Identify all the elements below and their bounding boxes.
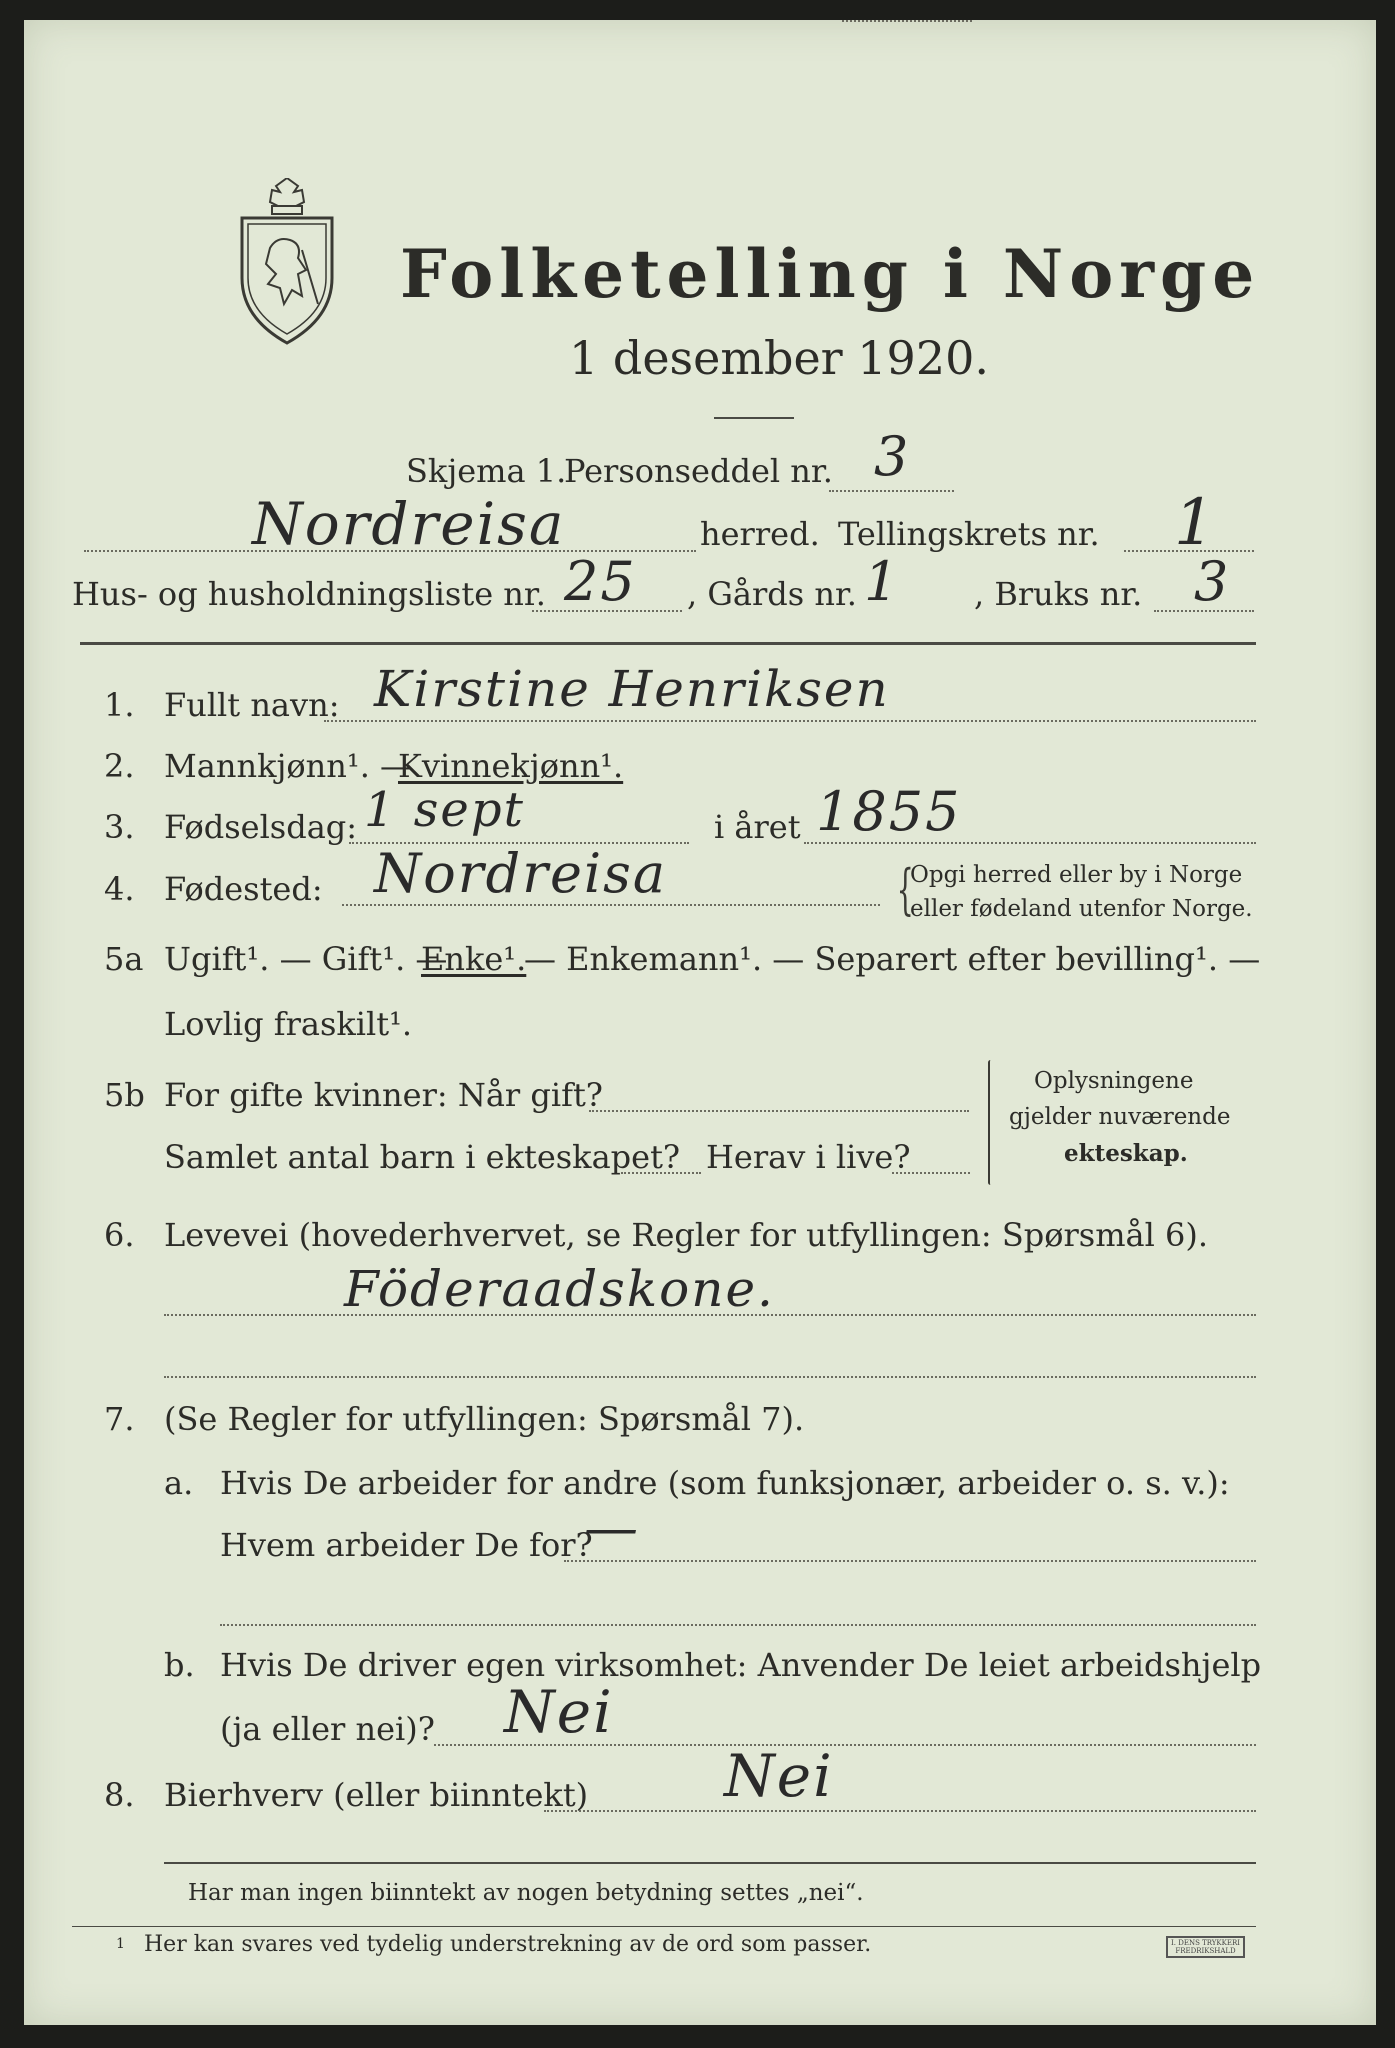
schema-label: Skjema 1. [406,452,567,490]
personseddel-label: Personseddel nr. [564,452,833,490]
hired-help-value: Nei [504,1678,614,1746]
hus-label: Hus- og husholdningsliste nr. [72,575,546,613]
marital-ugift-gift-label: Ugift¹. — Gift¹. — [164,940,448,978]
q7b-letter: b. [164,1646,195,1684]
form-title: Folketelling i Norge [400,235,1261,313]
employer-value: — [584,1496,640,1559]
year-label: i året [714,808,801,846]
norway-coat-of-arms-icon [232,178,342,348]
q1-label: Fullt navn: [164,686,340,724]
q5b-alive-label: Herav i live? [706,1138,911,1176]
q5a-number: 5a [104,940,144,978]
footnote-mark: 1 [116,1936,125,1952]
q5b-married-when-label: For gifte kvinner: Når gift? [164,1076,603,1114]
q6-number: 6. [104,1216,135,1254]
q1-number: 1. [104,686,135,724]
q4-label: Fødested: [164,870,323,908]
side-income-value: Nei [724,1742,834,1810]
bruks-value: 3 [1194,550,1231,613]
q4-number: 4. [104,870,135,908]
personseddel-value: 3 [874,425,911,488]
footer-note: Har man ingen biinntekt av nogen betydning settes „nei“. [188,1880,864,1906]
gards-value: 1 [864,550,901,613]
q2-number: 2. [104,747,135,785]
printer-stamp: I. DENS TRYKKERI FREDRIKSHALD [1166,1936,1245,1958]
q8-number: 8. [104,1776,135,1814]
bruks-label: , Bruks nr. [974,575,1143,613]
q5b-note-line1: Oplysningene [1034,1068,1194,1094]
birthplace-note-line1: Opgi herred eller by i Norge [910,862,1243,888]
q7-number: 7. [104,1400,135,1438]
footnote-text: Her kan svares ved tydelig understrekning av de ord som passer. [144,1932,872,1957]
q7a-employer-label: Hvem arbeider De for? [220,1526,593,1564]
birthplace-value: Nordreisa [374,842,668,905]
herred-label: herred. [700,515,820,553]
gards-label: , Gårds nr. [687,575,857,613]
tellingskrets-value: 1 [1174,486,1217,560]
birthplace-note-line2: eller fødeland utenfor Norge. [910,896,1253,922]
sex-male-label: Mannkjønn¹. — [164,747,413,785]
birth-year-value: 1855 [816,780,962,843]
q5b-note-line2: gjelder nuværende [1009,1104,1231,1130]
q3-label: Fødselsdag: [164,808,358,846]
q6-label: Levevei (hovederhvervet, se Regler for utfyllingen: Spørsmål 6). [164,1216,1209,1254]
q8-label: Bierhverv (eller biinntekt) [164,1776,589,1814]
census-date: 1 desember 1920. [569,331,989,385]
full-name-value: Kirstine Henriksen [374,660,890,718]
q7-label: (Se Regler for utfyllingen: Spørsmål 7). [164,1400,805,1438]
birthday-value: 1 sept [364,782,525,838]
q7a-label: Hvis De arbeider for andre (som funksjonær, arbeider o. s. v.): [220,1464,1230,1502]
census-form-page: Folketelling i Norge 1 desember 1920. Skjema 1. Personseddel nr. 3 Nordreisa herred. Tellingskrets nr. 1 Hus- og husholdningsliste nr. 25 , Gårds nr. 1 , Bruks nr. 3 1. Fullt navn: Kirstine Henriksen 2. Mannkjønn¹. — Kvinnekjønn¹. 3. Fødselsdag: 1 sept i året 1855 4. Fødested: Nordreisa { Opgi herred eller by i Norge eller fødeland utenfor Norge. 5a Ugift¹. — Gift¹. — Enke¹. — Enkemann¹. — Separert efter bevilling¹. — Lovlig fraskilt¹. 5b For gifte kvinner: Når gift? Samlet antal barn i ekteskapet? Herav i live? Oplysningene gjelder nuværende ekteskap. 6. Levevei (hovederhvervet, se Regler for utfyllingen: Spørsmål 6). Föderaadskone. 7. (Se Regler for utfyllingen: Spørsmål 7). a. Hvis De arbeider for andre (som funksjonær, arbeider o. s. v.): Hvem arbeider De for? — b. Hvis De driver egen virksomhet: Anvender De leiet arbeidshjelp (ja eller nei)? Nei 8. Bierhverv (eller biinntekt) Nei Har man ingen biinntekt av nogen betydning settes „nei“. 1 Her kan svares ved tydelig understrekning av de ord som passer. I. DENS TRYKKERI FREDRIKSHALD [24,20,1376,2025]
q7a-letter: a. [164,1464,194,1502]
hus-value: 25 [564,550,637,613]
q5b-children-label: Samlet antal barn i ekteskapet? [164,1138,681,1176]
occupation-value: Föderaadskone. [344,1260,775,1318]
marital-other-options: — Enkemann¹. — Separert efter bevilling¹. — [524,940,1261,978]
q5b-number: 5b [104,1076,145,1114]
marital-lovlig-fraskilt: Lovlig fraskilt¹. [164,1005,413,1043]
sex-female-label-underlined: Kvinnekjønn¹. [398,747,624,785]
tellingskrets-label: Tellingskrets nr. [838,515,1100,553]
q5b-note-line3: ekteskap. [1064,1140,1188,1167]
q7b-yes-no-label: (ja eller nei)? [220,1710,435,1748]
q7b-label: Hvis De driver egen virksomhet: Anvender De leiet arbeidshjelp [220,1646,1262,1684]
q3-number: 3. [104,808,135,846]
herred-value: Nordreisa [252,490,566,558]
marital-enke-underlined: Enke¹. [421,940,527,978]
